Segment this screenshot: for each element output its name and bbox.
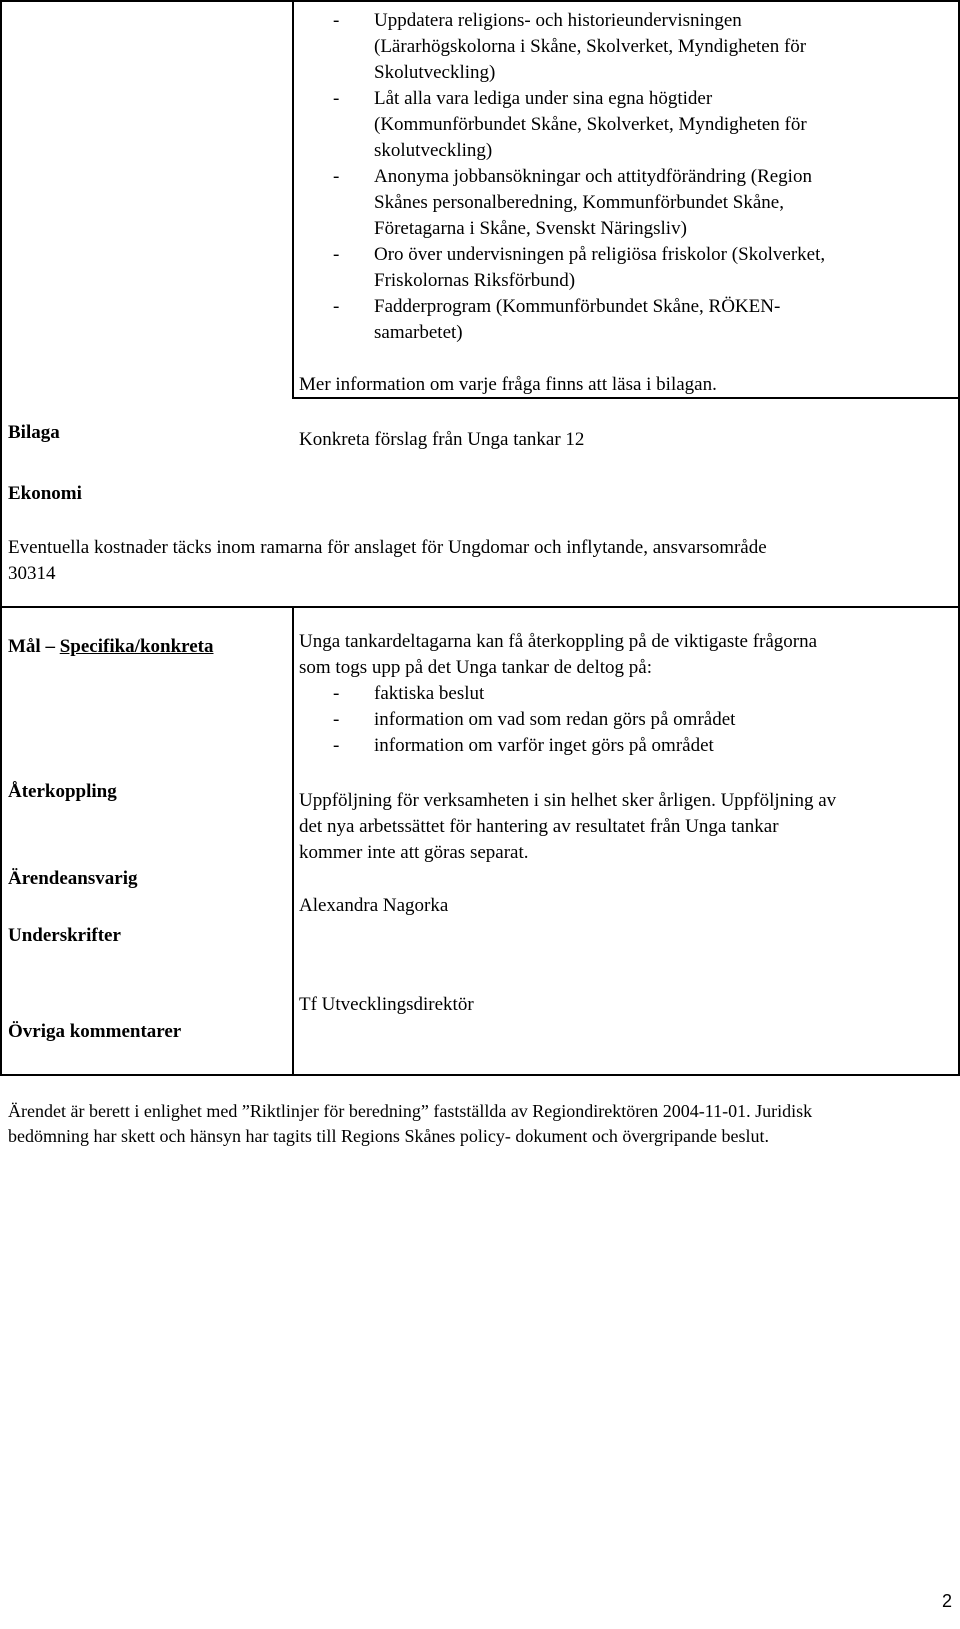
bullet-text: Låt alla vara lediga under sina egna högtider bbox=[374, 88, 713, 109]
bullet-text: Oro över undervisningen på religiösa friskolor (Skolverket, bbox=[374, 244, 826, 265]
bullet-text: information om vad som redan görs på området bbox=[374, 709, 736, 730]
mal-intro: som togs upp på det Unga tankar de deltog på: bbox=[299, 657, 653, 678]
mal-intro: Unga tankardeltagarna kan få återkoppling på de viktigaste frågorna bbox=[299, 631, 818, 652]
ekonomi-text: 30314 bbox=[8, 563, 56, 584]
aterkoppling-text: kommer inte att göras separat. bbox=[299, 842, 529, 863]
aterkoppling-text: Uppföljning för verksamheten i sin helhet sker årligen. Uppföljning av bbox=[299, 790, 837, 811]
bullet-text: (Kommunförbundet Skåne, Skolverket, Myndigheten för bbox=[374, 114, 807, 135]
bilaga-value: Konkreta förslag från Unga tankar 12 bbox=[299, 429, 585, 450]
bullet-text: Skånes personalberedning, Kommunförbundet Skåne, bbox=[374, 192, 784, 213]
bullet-dash: - bbox=[333, 88, 340, 109]
bullet-dash: - bbox=[333, 735, 340, 756]
table-bottom-border bbox=[0, 1074, 960, 1076]
ovriga-value: Tf Utvecklingsdirektör bbox=[299, 994, 474, 1015]
underskrifter-label: Underskrifter bbox=[8, 925, 121, 946]
bullet-dash: - bbox=[333, 166, 340, 187]
bullet-text: samarbetet) bbox=[374, 322, 463, 343]
bullet-dash: - bbox=[333, 709, 340, 730]
aterkoppling-label: Återkoppling bbox=[8, 781, 117, 802]
arendeansvarig-value: Alexandra Nagorka bbox=[299, 895, 449, 916]
bullet-text: Uppdatera religions- och historieundervisningen bbox=[374, 10, 742, 31]
ekonomi-text: Eventuella kostnader täcks inom ramarna för anslaget för Ungdomar och inflytande, ansvarsområde bbox=[8, 537, 767, 558]
footer-text: Ärendet är berett i enlighet med ”Riktlinjer för beredning” fastställda av Regiondirektören 2004-11-01. Juridisk bbox=[8, 1101, 813, 1121]
bullet-text: skolutveckling) bbox=[374, 140, 493, 161]
bullet-dash: - bbox=[333, 244, 340, 265]
ekonomi-bottom-border bbox=[0, 606, 960, 608]
aterkoppling-text: det nya arbetssättet för hantering av resultatet från Unga tankar bbox=[299, 816, 779, 837]
bilaga-label: Bilaga bbox=[8, 422, 60, 443]
mal-label-underlined: Specifika/konkreta bbox=[59, 636, 214, 657]
bullet-text: faktiska beslut bbox=[374, 683, 485, 704]
bullet-text: Anonyma jobbansökningar och attitydförändring (Region bbox=[374, 166, 812, 187]
bullet-text: information om varför inget görs på området bbox=[374, 735, 714, 756]
table-top-border bbox=[0, 0, 960, 2]
bullet-dash: - bbox=[333, 10, 340, 31]
lower-cell-divider bbox=[292, 606, 294, 1076]
table-right-border bbox=[958, 0, 960, 1076]
bullet-text: (Lärarhögskolorna i Skåne, Skolverket, Myndigheten för bbox=[374, 36, 807, 57]
bullet-dash: - bbox=[333, 683, 340, 704]
bullet-dash: - bbox=[333, 296, 340, 317]
bullet-text: Skolutveckling) bbox=[374, 62, 496, 83]
arendeansvarig-label: Ärendeansvarig bbox=[8, 868, 138, 889]
page-number: 2 bbox=[941, 1591, 952, 1611]
top-cell-divider bbox=[292, 0, 294, 398]
footer-text: bedömning har skett och hänsyn har tagits till Regions Skånes policy- dokument och övergripande beslut. bbox=[8, 1126, 770, 1146]
ekonomi-label: Ekonomi bbox=[8, 483, 82, 504]
bullet-text: Friskolornas Riksförbund) bbox=[374, 270, 576, 291]
bullet-text: Företagarna i Skåne, Svenskt Näringsliv) bbox=[374, 218, 687, 239]
mal-label bbox=[8, 634, 214, 660]
mal-label-prefix: Mål – bbox=[8, 636, 60, 657]
more-info-text: Mer information om varje fråga finns att läsa i bilagan. bbox=[299, 374, 717, 395]
ovriga-label: Övriga kommentarer bbox=[8, 1021, 182, 1042]
table-left-border bbox=[0, 0, 2, 1076]
bullet-text: Fadderprogram (Kommunförbundet Skåne, RÖKEN- bbox=[374, 296, 781, 317]
